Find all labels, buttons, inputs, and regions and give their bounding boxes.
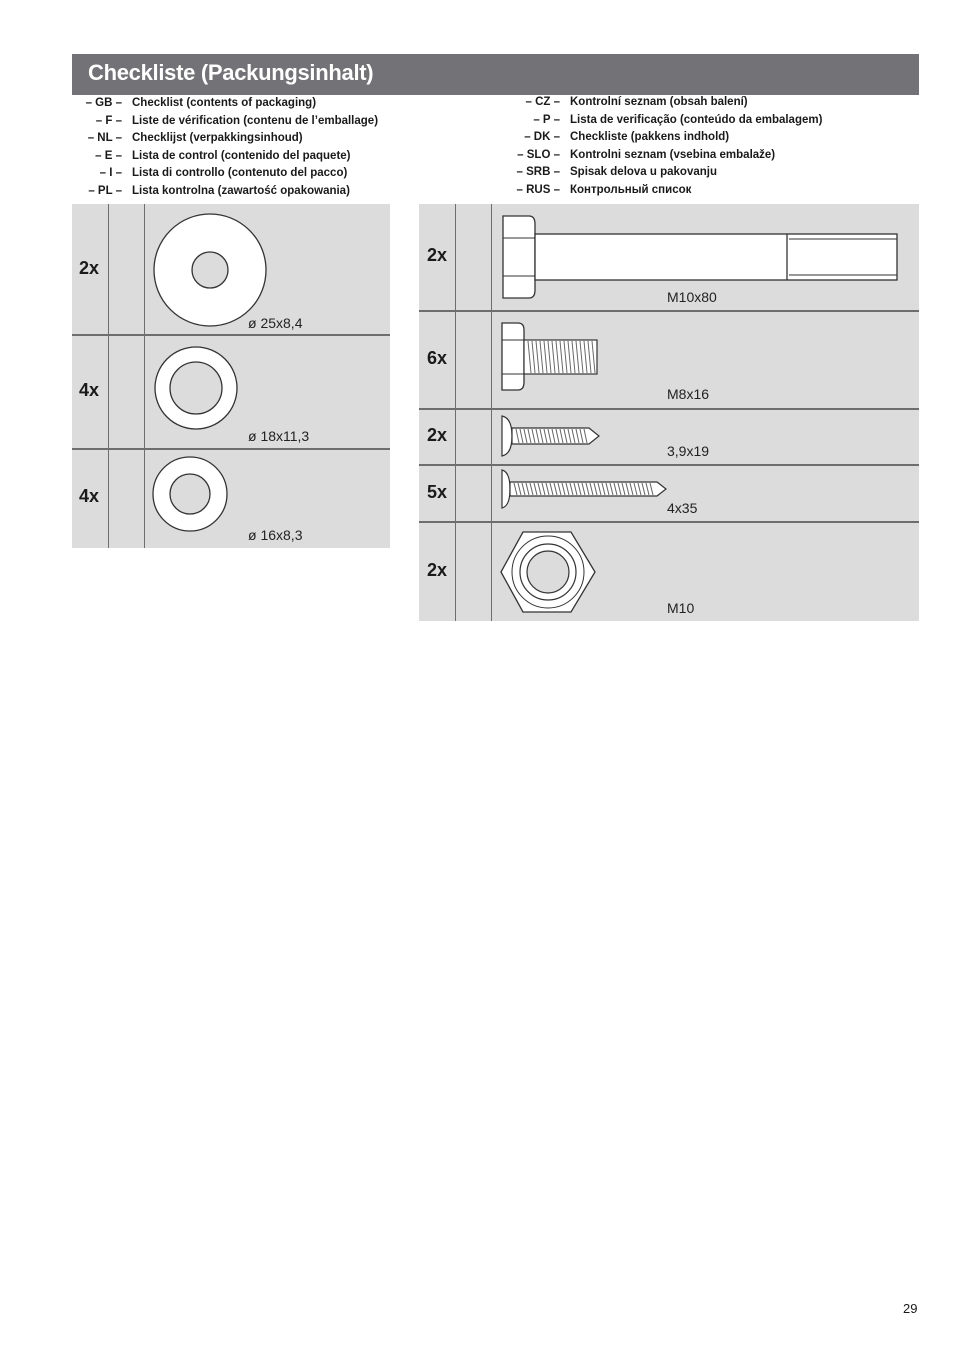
row-divider xyxy=(419,521,919,523)
part-quantity: 2x xyxy=(427,560,448,580)
language-row xyxy=(508,112,888,130)
language-list-right xyxy=(508,94,888,200)
page-header xyxy=(72,54,919,95)
language-code: – E – xyxy=(95,149,122,162)
language-row xyxy=(72,130,392,148)
part-label: M10 xyxy=(667,600,695,616)
large-washer-icon xyxy=(152,212,272,332)
language-text: Lista di controllo (contenuto del pacco) xyxy=(132,167,348,180)
language-row xyxy=(508,182,888,200)
language-text: Lista kontrolna (zawartość opakowania) xyxy=(132,184,350,197)
part-quantity: 6x xyxy=(427,348,448,368)
language-code: – RUS – xyxy=(516,183,560,196)
part-quantity: 2x xyxy=(79,258,100,278)
language-text: Liste de vérification (contenu de l’emballage) xyxy=(132,114,379,127)
part-label: ø 18x11,3 xyxy=(248,428,310,444)
language-row xyxy=(72,165,392,183)
row-divider xyxy=(419,464,919,466)
language-code: – SRB – xyxy=(516,166,560,179)
medium-washer-icon xyxy=(152,344,242,434)
language-code: – NL – xyxy=(87,132,122,145)
language-code: – PL – xyxy=(88,184,122,197)
language-code: – P – xyxy=(533,113,560,126)
language-code: – DK – xyxy=(524,131,560,144)
language-text: Spisak delova u pakovanju xyxy=(570,166,717,179)
part-quantity: 4x xyxy=(79,486,100,506)
hex-bolt-short-icon xyxy=(499,320,609,396)
language-row xyxy=(508,129,888,147)
language-text: Checkliste (pakkens indhold) xyxy=(570,131,730,144)
row-divider xyxy=(72,448,390,450)
page-title: Checkliste (Packungsinhalt) xyxy=(88,60,374,85)
hex-nut-icon xyxy=(499,530,599,616)
language-text: Checklijst (verpakkingsinhoud) xyxy=(132,132,303,145)
row-divider xyxy=(72,334,390,336)
part-quantity: 2x xyxy=(427,245,448,265)
part-label: 4x35 xyxy=(667,500,698,516)
language-text: Checklist (contents of packaging) xyxy=(132,97,317,109)
row-divider xyxy=(419,408,919,410)
column-divider xyxy=(108,204,109,548)
language-code: – GB – xyxy=(85,97,122,109)
language-text: Lista de control (contenido del paquete) xyxy=(132,149,351,162)
language-row xyxy=(508,94,888,112)
parts-panel-washers xyxy=(72,204,390,548)
language-text: Kontrolni seznam (vsebina embalaže) xyxy=(570,148,776,161)
part-quantity: 2x xyxy=(427,425,448,445)
language-row xyxy=(72,148,392,166)
language-row xyxy=(508,147,888,165)
part-label: ø 16x8,3 xyxy=(248,527,303,543)
column-divider xyxy=(455,204,456,621)
part-label: M10x80 xyxy=(667,289,717,305)
row-divider xyxy=(419,310,919,312)
language-text: Контрольный список xyxy=(570,183,692,196)
language-row xyxy=(72,113,392,131)
language-code: – I – xyxy=(99,167,122,180)
language-text: Kontrolní seznam (obsah balení) xyxy=(570,96,748,108)
part-quantity: 5x xyxy=(427,482,448,502)
language-code: – CZ – xyxy=(525,96,560,108)
language-text: Lista de verificação (conteúdo da embalagem) xyxy=(570,113,823,126)
part-label: M8x16 xyxy=(667,386,710,402)
part-label: 3,9x19 xyxy=(667,443,710,459)
language-list-left xyxy=(72,95,392,201)
long-screw-icon xyxy=(499,468,674,512)
column-divider xyxy=(144,204,145,548)
small-washer-icon xyxy=(152,456,232,536)
page-number: 29 xyxy=(903,1301,918,1316)
column-divider xyxy=(491,204,492,621)
language-code: – F – xyxy=(95,114,122,127)
part-quantity: 4x xyxy=(79,380,100,400)
short-screw-icon xyxy=(499,414,609,458)
parts-panel-fasteners xyxy=(419,204,919,621)
language-row xyxy=(508,164,888,182)
language-code: – SLO – xyxy=(517,148,560,161)
language-row xyxy=(72,183,392,201)
language-row xyxy=(72,95,392,113)
part-label: ø 25x8,4 xyxy=(248,315,303,331)
